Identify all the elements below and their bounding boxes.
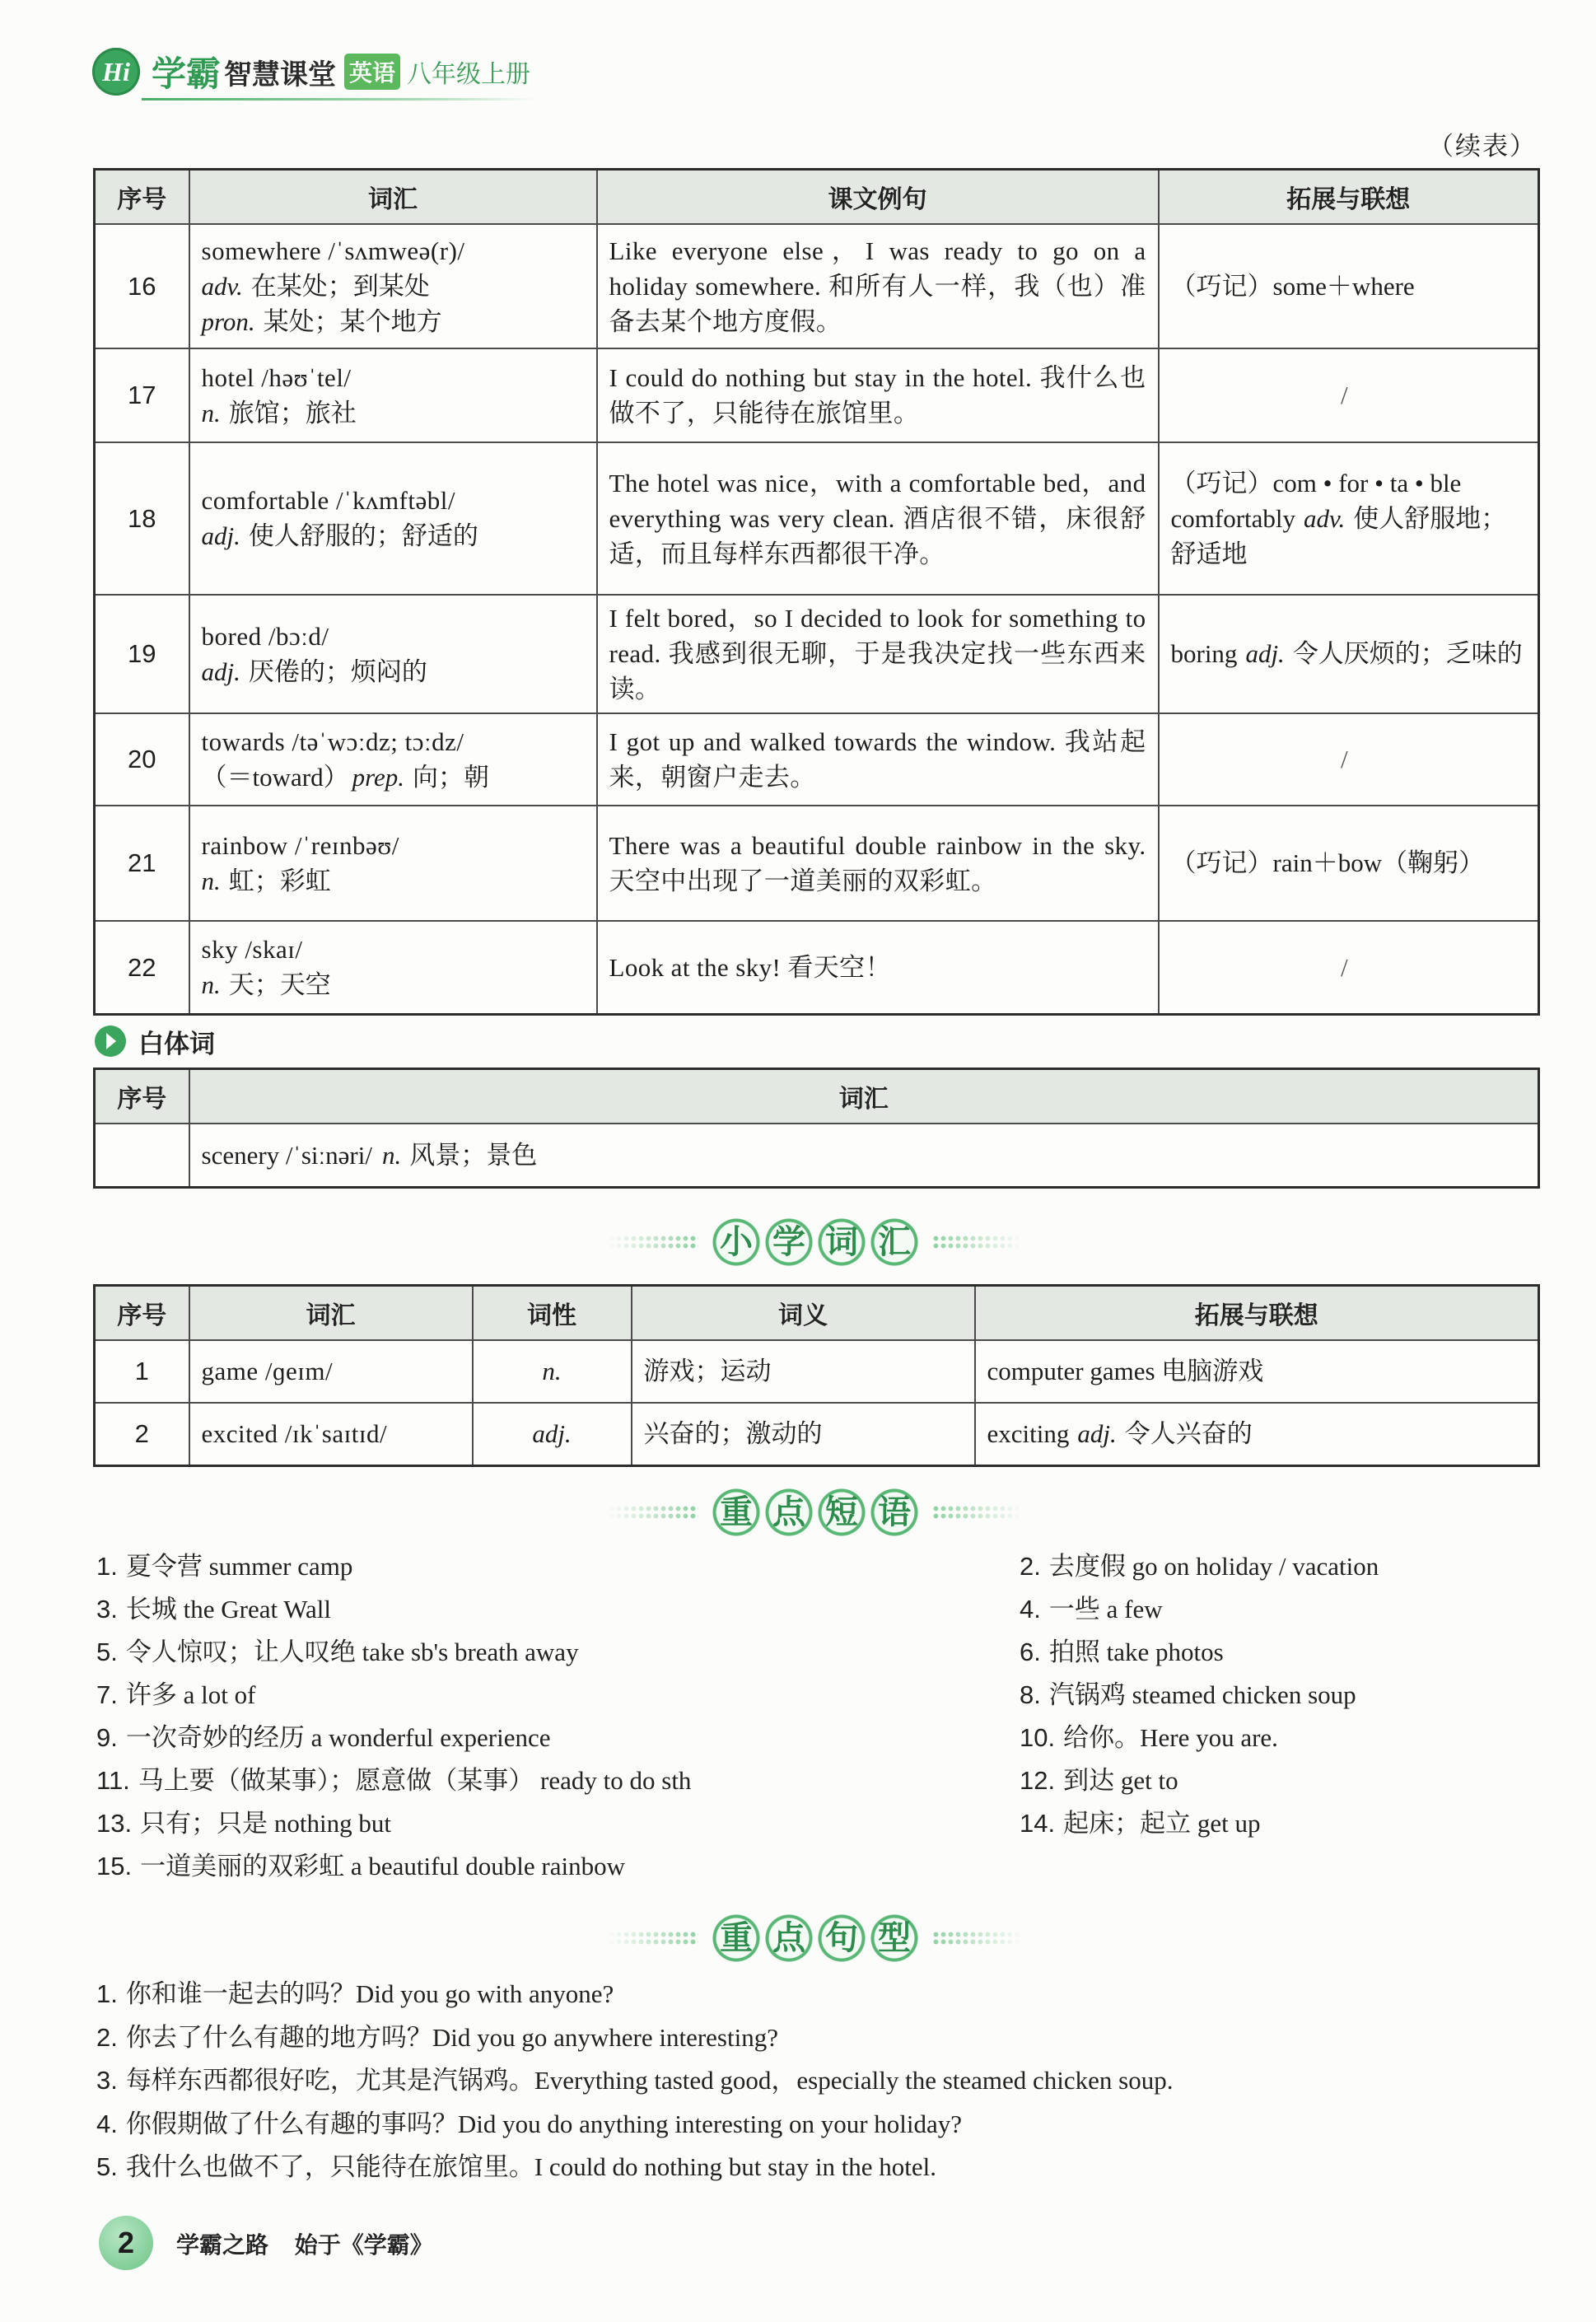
- row-number: 1: [134, 1357, 149, 1385]
- phrase-item: [96, 1845, 1002, 1888]
- pre-text: （巧记）com • for • ta • ble: [1170, 468, 1462, 498]
- example-sentence: Look at the sky! 看天空！: [609, 952, 891, 982]
- example-cell: [597, 224, 1159, 348]
- header-vocabulary: 词汇: [189, 1286, 473, 1340]
- part-of-speech: adj.: [201, 521, 240, 550]
- phrase-list-right: [1020, 1545, 1530, 1845]
- phrase-item: [96, 1717, 1002, 1759]
- example-sentence: I felt bored，so I decided to look for something to read. 我感到很无聊，于是我决定找一些东西来读。: [609, 604, 1146, 703]
- phrase-text: 只有；只是 nothing but: [140, 1809, 391, 1838]
- subject-badge: 英语: [344, 54, 400, 90]
- vocab-word: somewhere /ˈsʌmweə(r)/: [201, 236, 465, 265]
- item-number: 2.: [96, 2022, 118, 2052]
- example-sentence: I got up and walked towards the window. 我站起来，朝窗户走去。: [609, 727, 1146, 792]
- phrase-text: 起床；起立 get up: [1063, 1809, 1261, 1838]
- phrase-item: [96, 1545, 1002, 1588]
- phrase-item: [96, 1631, 1002, 1674]
- phrase-text: 去度假 go on holiday / vacation: [1048, 1552, 1379, 1581]
- phrase-text: 一道美丽的双彩虹 a beautiful double rainbow: [140, 1852, 626, 1880]
- item-number: 4.: [96, 2109, 118, 2138]
- vocab-cell: [189, 921, 597, 1015]
- example-sentence: Like everyone else，I was ready to go on a holiday somewhere. 和所有人一样，我（也）准备去某个地方度假。: [609, 236, 1146, 336]
- decorative-dots: [932, 1505, 1023, 1520]
- header-extension: 拓展与联想: [1159, 170, 1539, 224]
- table-row: [95, 713, 1539, 806]
- vocab-word: excited /ɪkˈsaɪtɪd/: [201, 1419, 388, 1449]
- vocab-cell: [189, 595, 597, 713]
- vocabulary-table-body: [95, 224, 1539, 1015]
- row-number: 17: [128, 381, 156, 409]
- part-of-speech: adj.: [1245, 639, 1285, 668]
- part-of-speech: adv.: [1304, 503, 1346, 533]
- item-number: 1.: [96, 1979, 118, 2008]
- row-number-cell: [95, 1403, 189, 1466]
- primary-vocab-table: [93, 1284, 1540, 1467]
- part-of-speech: n.: [542, 1357, 562, 1385]
- vocab-cell: [189, 442, 597, 595]
- decorative-dots: [932, 1931, 1023, 1946]
- phrase-item: [1020, 1802, 1530, 1845]
- meaning-text: 向；朝: [413, 762, 490, 792]
- post-text: 令人兴奋的: [1124, 1419, 1253, 1449]
- vocab-cell: [189, 1124, 1539, 1188]
- word-sense: [202, 759, 585, 795]
- row-number-cell: [95, 806, 189, 921]
- part-of-speech: adj.: [201, 656, 240, 686]
- extension-line: [1171, 465, 1527, 501]
- phrase-item: [1020, 1545, 1530, 1588]
- item-number: 15.: [96, 1852, 133, 1880]
- pre-text: comfortably: [1170, 503, 1296, 533]
- table-row: [95, 1403, 1539, 1466]
- footer-slogan: [176, 2227, 433, 2260]
- extension-cell: [1159, 806, 1539, 921]
- pre-text: exciting: [987, 1419, 1070, 1449]
- phrase-item: [96, 1759, 1002, 1802]
- table-header-row: [95, 1286, 1539, 1340]
- phrase-item: [96, 1802, 1002, 1845]
- vocab-word: bored /bɔːd/: [201, 621, 329, 651]
- vocab-word: game /ɡeɪm/: [201, 1357, 334, 1385]
- phrase-text: 拍照 take photos: [1048, 1638, 1224, 1666]
- row-number-cell: [95, 348, 189, 442]
- word-sense: [202, 304, 585, 339]
- vocab-word: rainbow /ˈreɪnbəʊ/: [201, 830, 399, 860]
- continued-label: （续表）: [1428, 132, 1537, 161]
- word-sense: [202, 395, 585, 431]
- example-cell: [597, 595, 1159, 713]
- part-of-speech: n.: [201, 866, 221, 895]
- extension-line: [1171, 269, 1527, 304]
- lead-text: （＝toward）: [201, 762, 349, 792]
- pre-text: /: [1340, 745, 1348, 773]
- phrase-text: 夏令营 summer camp: [125, 1552, 353, 1581]
- table-row: [95, 921, 1539, 1015]
- vocab-word: comfortable /ˈkʌmftəbl/: [201, 486, 455, 515]
- phrase-text: 许多 a lot of: [125, 1680, 256, 1709]
- item-number: 13.: [96, 1809, 133, 1838]
- arrow-circle-icon: [94, 1025, 127, 1058]
- table-row: [95, 224, 1539, 348]
- example-cell: [597, 348, 1159, 442]
- extension-cell: [1159, 442, 1539, 595]
- pre-text: （巧记）rain＋bow（鞠躬）: [1170, 848, 1485, 877]
- header-meaning: 词义: [632, 1286, 975, 1340]
- sentence-item: [96, 2059, 1538, 2103]
- table-row: [95, 1124, 1539, 1188]
- header-divider: [142, 98, 537, 100]
- phrase-list-left: [96, 1545, 1002, 1888]
- meaning-text: 游戏；运动: [643, 1357, 772, 1385]
- row-number-cell: [95, 1124, 189, 1188]
- row-number: 2: [134, 1419, 149, 1449]
- word-sense: [202, 654, 585, 689]
- extension-line: [987, 1353, 1527, 1389]
- sentence-text: 你假期做了什么有趣的事吗？Did you do anything interesting on your holiday?: [125, 2109, 963, 2138]
- header-extension: 拓展与联想: [975, 1286, 1539, 1340]
- word-sense: [202, 518, 585, 554]
- example-cell: [597, 442, 1159, 595]
- word-entry: [202, 1138, 1527, 1173]
- table-header-row: [95, 170, 1539, 224]
- part-of-speech: adj.: [1077, 1419, 1117, 1449]
- pos-cell: [473, 1340, 632, 1403]
- example-cell: [597, 806, 1159, 921]
- example-sentence: The hotel was nice，with a comfortable bed，and everything was very clean. 酒店很不错，床很舒适，而且每样东西都很干净。: [609, 468, 1146, 568]
- header-number: 序号: [95, 1286, 189, 1340]
- primary-vocab-table-body: [95, 1340, 1539, 1466]
- header-part-of-speech: 词性: [473, 1286, 632, 1340]
- word-sense: [202, 269, 585, 304]
- header-vocabulary: 词汇: [189, 170, 597, 224]
- extension-line: [1171, 950, 1527, 985]
- row-number: 19: [128, 639, 156, 668]
- phrases-title: 重点短语: [710, 1486, 921, 1539]
- meaning-text: 虹；彩虹: [228, 866, 331, 895]
- part-of-speech: n.: [201, 970, 221, 1000]
- row-number-cell: [95, 224, 189, 348]
- vocab-cell: [189, 713, 597, 806]
- vocab-cell: [189, 806, 597, 921]
- sentence-text: 你去了什么有趣的地方吗？Did you go anywhere interesting?: [125, 2022, 778, 2052]
- meaning-text: 兴奋的；激动的: [643, 1419, 823, 1449]
- brand-name: 学霸: [152, 54, 222, 94]
- extension-cell: [1159, 713, 1539, 806]
- decorative-dots: [608, 1235, 698, 1250]
- extension-cell: [975, 1340, 1539, 1403]
- row-number: 20: [128, 745, 156, 773]
- extension-line: [1171, 741, 1527, 777]
- extension-cell: [1159, 348, 1539, 442]
- brand-subtitle: 智慧课堂: [224, 58, 337, 91]
- pre-text: computer games 电脑游戏: [987, 1357, 1264, 1385]
- item-number: 8.: [1020, 1680, 1041, 1709]
- decorative-dots: [608, 1931, 698, 1946]
- phrases-title-bar: [93, 1486, 1538, 1539]
- extension-line: [1171, 377, 1527, 413]
- meaning-text: 某处；某个地方: [263, 306, 442, 336]
- sentence-item: [96, 2146, 1538, 2189]
- phrase-text: 令人惊叹；让人叹绝 take sb's breath away: [125, 1638, 579, 1666]
- extension-cell: [1159, 595, 1539, 713]
- row-number-cell: [95, 713, 189, 806]
- header-vocabulary: 词汇: [189, 1069, 1539, 1124]
- part-of-speech: adv.: [201, 271, 243, 301]
- header-example-sentence: 课文例句: [597, 170, 1159, 224]
- pre-text: （巧记）some＋where: [1170, 271, 1415, 301]
- sentence-text: 每样东西都很好吃，尤其是汽锅鸡。Everything tasted good，especially the steamed chicken soup.: [125, 2066, 1174, 2095]
- sentences-title-bar: [93, 1912, 1538, 1965]
- primary-vocab-title-bar: [93, 1216, 1538, 1268]
- plain-words-label: 白体词: [138, 1029, 215, 1059]
- row-number-cell: [95, 921, 189, 1015]
- sentences-title: 重点句型: [710, 1912, 921, 1965]
- phrase-text: 长城 the Great Wall: [125, 1595, 332, 1624]
- vocab-cell: [189, 1403, 473, 1466]
- vocabulary-table: [93, 168, 1540, 1016]
- row-number: 16: [128, 271, 156, 301]
- part-of-speech: pron.: [201, 306, 255, 336]
- part-of-speech: n.: [201, 398, 221, 427]
- footer-slogan-left: 学霸之路: [176, 2231, 269, 2259]
- phrase-item: [1020, 1588, 1530, 1631]
- row-number-cell: [95, 442, 189, 595]
- example-cell: [597, 921, 1159, 1015]
- row-number: 22: [128, 952, 156, 982]
- example-cell: [597, 713, 1159, 806]
- plain-words-table: [93, 1068, 1540, 1189]
- plain-words-table-body: [95, 1124, 1539, 1188]
- pos-cell: [473, 1403, 632, 1466]
- vocab-cell: [189, 1340, 473, 1403]
- vocab-word: towards /təˈwɔːdz; tɔːdz/: [201, 727, 464, 756]
- table-row: [95, 442, 1539, 595]
- phrase-text: 一些 a few: [1048, 1595, 1163, 1624]
- vocab-cell: [189, 224, 597, 348]
- meaning-text: 使人舒服的；舒适的: [248, 521, 478, 550]
- table-row: [95, 348, 1539, 442]
- phrase-item: [1020, 1674, 1530, 1717]
- item-number: 4.: [1020, 1595, 1041, 1624]
- phrase-text: 一次奇妙的经历 a wonderful experience: [125, 1723, 551, 1752]
- extension-line: [1171, 845, 1527, 881]
- table-row: [95, 806, 1539, 921]
- table-header-row: [95, 1069, 1539, 1124]
- page-number: 2: [99, 2216, 153, 2270]
- item-number: 3.: [96, 1595, 118, 1624]
- header-number: 序号: [95, 1069, 189, 1124]
- vocab-word: scenery /ˈsiːnəri/: [201, 1140, 372, 1170]
- pre-text: /: [1340, 952, 1348, 982]
- row-number-cell: [95, 1340, 189, 1403]
- sentence-item: [96, 2016, 1538, 2060]
- phrase-item: [1020, 1717, 1530, 1759]
- row-number: 18: [128, 503, 156, 533]
- item-number: 1.: [96, 1552, 118, 1581]
- extension-cell: [1159, 921, 1539, 1015]
- row-number: 21: [128, 848, 156, 877]
- phrase-item: [1020, 1631, 1530, 1674]
- item-number: 5.: [96, 1638, 118, 1666]
- item-number: 14.: [1020, 1809, 1056, 1838]
- phrase-item: [1020, 1759, 1530, 1802]
- phrase-text: 给你。Here you are.: [1063, 1723, 1278, 1752]
- item-number: 2.: [1020, 1552, 1041, 1581]
- sentence-item: [96, 2103, 1538, 2147]
- phrase-item: [96, 1588, 1002, 1631]
- part-of-speech: n.: [381, 1140, 402, 1170]
- vocab-word: sky /skaɪ/: [201, 935, 303, 965]
- item-number: 10.: [1020, 1723, 1056, 1752]
- phrase-item: [96, 1674, 1002, 1717]
- row-number-cell: [95, 595, 189, 713]
- meaning-cell: [632, 1340, 975, 1403]
- example-sentence: I could do nothing but stay in the hotel. 我什么也做不了，只能待在旅馆里。: [609, 362, 1146, 427]
- pre-text: boring: [1170, 639, 1238, 668]
- vocab-cell: [189, 348, 597, 442]
- meaning-text: 天；天空: [228, 970, 331, 1000]
- item-number: 11.: [96, 1766, 130, 1795]
- phrase-text: 到达 get to: [1063, 1766, 1178, 1795]
- part-of-speech: adj.: [532, 1419, 572, 1449]
- sentence-item: [96, 1973, 1538, 2016]
- pre-text: /: [1340, 381, 1348, 409]
- extension-line: [987, 1416, 1527, 1451]
- vocab-word: hotel /həʊˈtel/: [201, 362, 352, 392]
- phrase-text: 马上要（做某事）；愿意做（某事） ready to do sth: [138, 1766, 692, 1795]
- example-sentence: There was a beautiful double rainbow in the sky. 天空中出现了一道美丽的双彩虹。: [609, 830, 1146, 895]
- primary-vocab-title: 小学词汇: [710, 1216, 921, 1268]
- decorative-dots: [932, 1235, 1023, 1250]
- item-number: 3.: [96, 2066, 118, 2095]
- item-number: 9.: [96, 1723, 118, 1752]
- header-number: 序号: [95, 170, 189, 224]
- grade-label: 八年级上册: [407, 60, 531, 89]
- post-text: 令人厌烦的；乏味的: [1292, 639, 1523, 668]
- decorative-dots: [608, 1505, 698, 1520]
- extension-line: [1171, 501, 1527, 572]
- item-number: 12.: [1020, 1766, 1056, 1795]
- extension-cell: [975, 1403, 1539, 1466]
- meaning-cell: [632, 1403, 975, 1466]
- meaning-text: 在某处；到某处: [250, 271, 430, 301]
- word-sense: [202, 967, 585, 1002]
- item-number: 5.: [96, 2152, 118, 2181]
- footer-slogan-right: 始于《学霸》: [294, 2231, 433, 2259]
- item-number: 7.: [96, 1680, 118, 1709]
- meaning-text: 风景；景色: [409, 1140, 538, 1170]
- phrase-text: 汽锅鸡 steamed chicken soup: [1048, 1680, 1356, 1709]
- word-sense: [202, 863, 585, 899]
- book-header: [92, 46, 530, 97]
- post-text: 使人舒服地；舒适地: [1170, 503, 1507, 568]
- sentence-list: [96, 1973, 1538, 2189]
- meaning-text: 旅馆；旅社: [228, 398, 357, 427]
- table-row: [95, 1340, 1539, 1403]
- sentence-text: 你和谁一起去的吗？Did you go with anyone?: [125, 1979, 614, 2008]
- item-number: 6.: [1020, 1638, 1041, 1666]
- plain-words-heading: [94, 1023, 215, 1059]
- brand-logo-icon: Hi: [92, 48, 140, 96]
- extension-cell: [1159, 224, 1539, 348]
- extension-line: [1171, 636, 1527, 671]
- table-row: [95, 595, 1539, 713]
- sentence-text: 我什么也做不了，只能待在旅馆里。I could do nothing but stay in the hotel.: [125, 2152, 937, 2181]
- part-of-speech: prep.: [352, 762, 405, 792]
- meaning-text: 厌倦的；烦闷的: [248, 656, 427, 686]
